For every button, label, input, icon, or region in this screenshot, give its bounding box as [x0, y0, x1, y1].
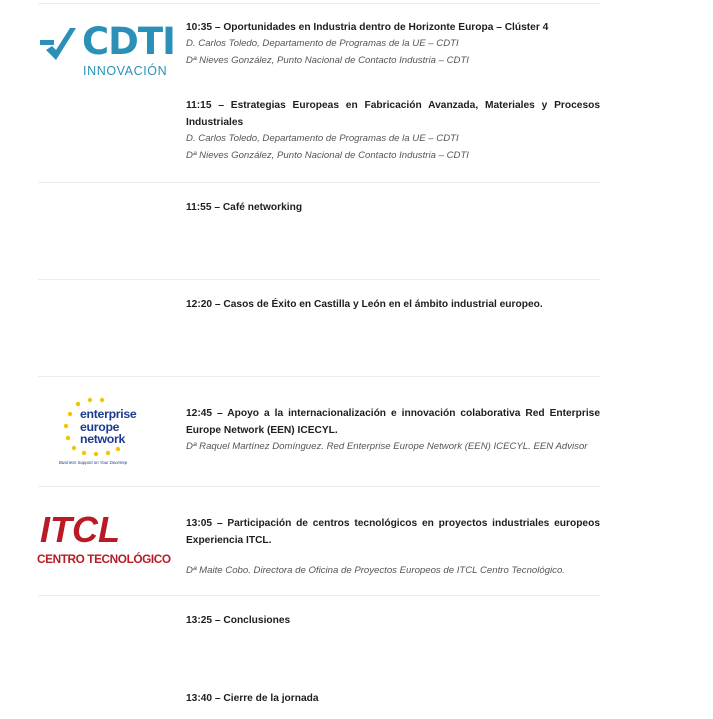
een-line-1: enterprise: [80, 407, 137, 421]
itcl-name: ITCL: [40, 509, 120, 550]
agenda-speaker: Dª Nieves González, Punto Nacional de Contacto Industria – CDTI: [186, 54, 469, 66]
agenda-title: 13:25 – Conclusiones: [186, 615, 291, 626]
divider: [38, 486, 600, 487]
agenda-item-3: [186, 199, 600, 216]
agenda-item-8: [186, 690, 600, 707]
agenda-speaker: Dª Raquel Martínez Domínguez. Red Enterprise Europe Network (EEN) ICECYL. EEN Advisor: [186, 441, 588, 452]
divider: [38, 182, 600, 183]
cdti-logo: [40, 20, 175, 84]
een-line-3: network: [80, 432, 126, 446]
cdti-check-icon: [40, 22, 80, 66]
itcl-subtitle: CENTRO TECNOLÓGICO: [37, 552, 171, 566]
agenda-speaker: Dª Maite Cobo. Directora de Oficina de Proyectos Europeos de ITCL Centro Tecnológico.: [186, 565, 565, 576]
agenda-speaker: D. Carlos Toledo, Departamento de Programas de la UE – CDTI: [186, 133, 459, 144]
agenda-item-4: [186, 296, 600, 313]
agenda-title: 11:15 – Estrategias Europeas en Fabricación Avanzada, Materiales y Procesos Industriales: [186, 100, 600, 128]
agenda-title: 13:05 – Participación de centros tecnológicos en proyectos industriales europeos Experiencia ITCL.: [186, 518, 600, 546]
cdti-name: CDTI: [82, 20, 175, 63]
agenda-speaker: Dª Nieves González, Punto Nacional de Contacto Industria – CDTI: [186, 149, 469, 161]
divider: [38, 376, 600, 377]
agenda-item-2: [186, 97, 600, 164]
cdti-subtitle: INNOVACIÓN: [83, 64, 168, 78]
een-wordmark: [80, 408, 136, 446]
agenda-item-7: [186, 612, 600, 629]
agenda-title: 11:55 – Café networking: [186, 202, 303, 213]
divider: [38, 279, 600, 280]
agenda-speaker: D. Carlos Toledo, Departamento de Programas de la UE – CDTI: [186, 38, 459, 49]
itcl-logo: [36, 509, 171, 570]
agenda-item-6: [186, 515, 600, 580]
een-logo: [56, 396, 156, 468]
agenda-title: 12:20 – Casos de Éxito en Castilla y León en el ámbito industrial europeo.: [186, 299, 543, 310]
agenda-item-5: [186, 405, 600, 456]
divider: [38, 595, 600, 596]
agenda-title: 10:35 – Oportunidades en Industria dentro de Horizonte Europa – Clúster 4: [186, 22, 549, 33]
divider: [38, 3, 600, 4]
agenda-item-1: [186, 19, 600, 69]
agenda-title: 12:45 – Apoyo a la internacionalización e innovación colaborativa Red Enterprise Europe Network (EEN) ICECYL.: [186, 408, 600, 436]
agenda-title: 13:40 – Cierre de la jornada: [186, 693, 319, 704]
een-line-2: europe: [80, 419, 120, 434]
een-tagline: Business Support on Your Doorstep: [59, 460, 128, 465]
